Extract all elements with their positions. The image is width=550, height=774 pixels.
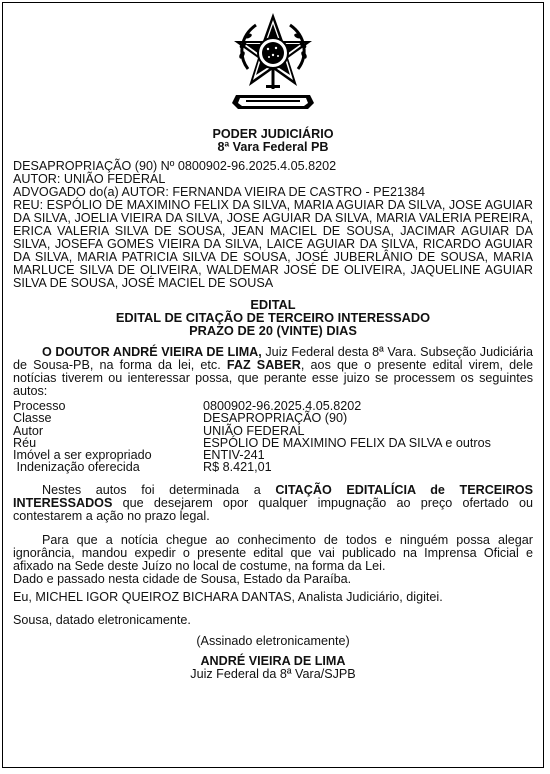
- table-row: [13, 412, 491, 424]
- detail-label: Autor: [13, 423, 44, 438]
- detail-value: R$ 8.421,01: [203, 460, 272, 475]
- signature-note: (Assinado eletronicamente): [196, 633, 350, 648]
- detail-value: UNIÃO FEDERAL: [203, 423, 305, 438]
- intro-paragraph: [13, 346, 533, 398]
- title-citation: EDITAL DE CITAÇÃO DE TERCEIRO INTERESSADO: [115, 310, 431, 325]
- intro-text-b: , aos que o presente edital virem, dele notícias tiverem ou ienteressar possa, que perante esse juizo se processem os seguintes autos:: [13, 358, 533, 398]
- detail-value: ENTIV-241: [203, 448, 265, 463]
- place-paragraph: Dado e passado nesta cidade de Sousa, Estado da Paraíba.: [13, 571, 352, 586]
- citation-text-b: que desejarem opor qualquer impugnação ao preço ofertado ou contestarem a ação no prazo legal.: [13, 495, 533, 523]
- citation-text-a: Nestes autos foi determinada a: [42, 482, 276, 497]
- date-paragraph: Sousa, datado eletronicamente.: [13, 612, 191, 627]
- detail-label: Processo: [13, 399, 66, 413]
- edital-document: [2, 2, 544, 768]
- signature-role: Juiz Federal da 8ª Vara/SJPB: [190, 666, 356, 681]
- coat-of-arms-seal-icon: [230, 11, 316, 115]
- detail-value: DESAPROPRIAÇÃO (90): [203, 411, 348, 426]
- caption-lawyer: ADVOGADO do(a) AUTOR: FERNANDA VIEIRA DE CASTRO - PE21384: [13, 185, 425, 199]
- publication-paragraph: Para que a notícia chegue ao conhecimento de todos e ninguém possa alegar ignorância, mandou expedir o presente edital que vai publicado na Imprensa Oficial e afixado na Sede deste Juízo no local de costume, na forma da Lei.: [13, 532, 533, 573]
- citation-bold: CITAÇÃO EDITALÍCIA de TERCEIROS INTERESSADOS: [13, 482, 533, 510]
- detail-value: ESPÓLIO DE MAXIMINO FELIX DA SILVA e outros: [203, 435, 491, 450]
- signature-name: ANDRÉ VIEIRA DE LIMA: [200, 653, 346, 668]
- faz-saber-bold: FAZ SABER: [226, 358, 301, 372]
- caption-author: AUTOR: UNIÃO FEDERAL: [13, 172, 166, 186]
- detail-label: Classe: [13, 411, 52, 426]
- caption-process: DESAPROPRIAÇÃO (90) Nº 0800902-96.2025.4.05.8202: [13, 159, 337, 173]
- case-details-table: [13, 400, 491, 474]
- court-name: PODER JUDICIÁRIO: [212, 127, 334, 141]
- title-edital: EDITAL: [250, 297, 296, 312]
- detail-label: Imóvel a ser expropriado: [13, 448, 152, 463]
- detail-label: Indenização oferecida: [13, 460, 140, 475]
- case-caption: [13, 160, 533, 290]
- title-deadline: PRAZO DE 20 (VINTE) DIAS: [189, 323, 357, 338]
- typist-paragraph: Eu, MICHEL IGOR QUEIROZ BICHARA DANTAS, Analista Judiciário, digitei.: [13, 589, 443, 604]
- detail-value: 0800902-96.2025.4.05.8202: [203, 399, 362, 413]
- judge-name-bold: O DOUTOR ANDRÉ VIEIRA DE LIMA,: [42, 345, 262, 359]
- detail-label: Réu: [13, 435, 37, 450]
- citation-paragraph: [13, 484, 533, 523]
- edital-titles: [13, 298, 533, 337]
- caption-defendants: REU: ESPÓLIO DE MAXIMINO FELIX DA SILVA, MARIA AGUIAR DA SILVA, JOSE AGUIAR DA SILVA, JOELIA VIEIRA DA SILVA, JOSE AGUIAR DA SILVA, MARIA VALERIA PEREIRA, ERICA VALERIA SILVA DE SOUSA, JEAN MACIEL DE SOUSA, JACIMAR AGUIAR DA SILVA, JOSEFA GOMES VIEIRA DA SILVA, LAICE AGUIAR DA SILVA, RICARDO AGUIAR DA SILVA, MARIA PATRICIA SILVA DE SOUSA, JOSÉ JUBERLÂNIO DE SOUSA, MARIA MARLUCE SILVA DE OLIVEIRA, WALDEMAR JOSÉ DE OLIVEIRA, JAQUELINE AGUIAR SILVA DE SOUSA, JOSÉ MACIEL DE SOUSA: [13, 198, 533, 290]
- table-row: [13, 461, 491, 473]
- court-division: 8ª Vara Federal PB: [217, 140, 329, 154]
- intro-text-a: Juiz Federal desta 8ª Vara. Subseção Judiciária de Sousa-PB, na forma da lei, etc.: [13, 345, 533, 372]
